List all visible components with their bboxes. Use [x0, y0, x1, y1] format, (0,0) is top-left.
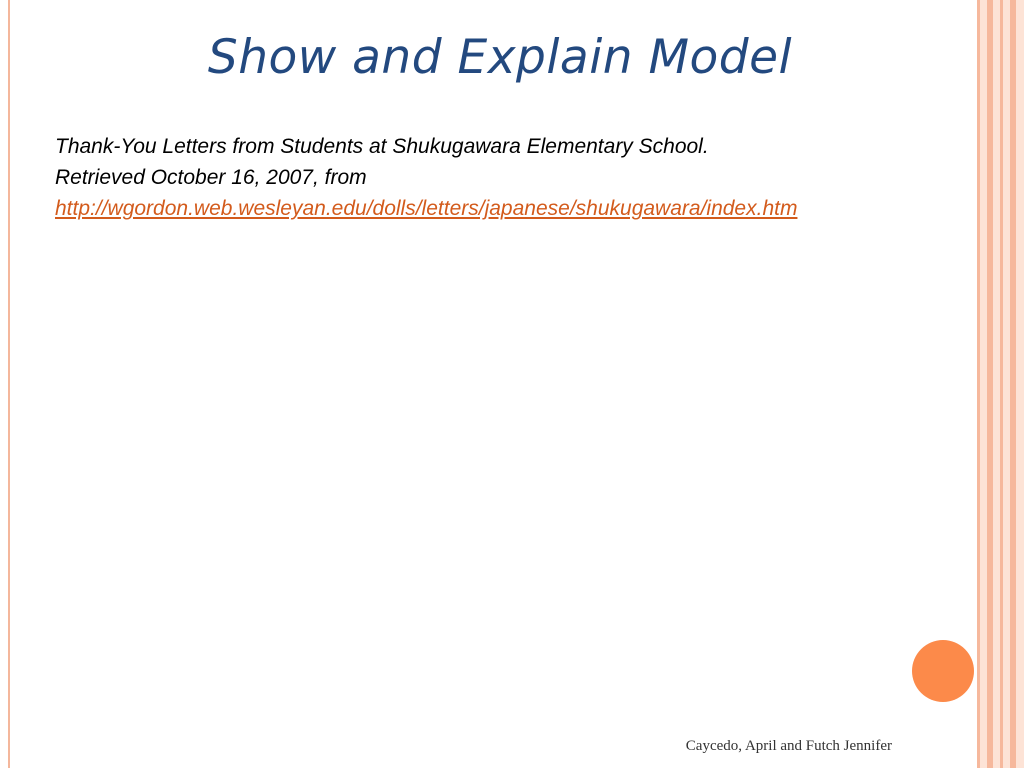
- right-stripe: [977, 0, 980, 768]
- citation-block: [55, 131, 945, 224]
- right-stripe: [987, 0, 993, 768]
- citation-line-1: Thank-You Letters from Students at Shukugawara Elementary School.: [55, 135, 709, 158]
- slide-title: Show and Explain Model: [207, 30, 793, 85]
- right-stripe: [1010, 0, 1016, 768]
- citation-line-2: Retrieved October 16, 2007, from: [55, 166, 367, 189]
- orange-circle-decoration: [912, 640, 974, 702]
- citation-link[interactable]: http://wgordon.web.wesleyan.edu/dolls/letters/japanese/shukugawara/index.htm: [55, 197, 798, 220]
- left-border-line: [8, 0, 10, 768]
- right-stripe: [1000, 0, 1003, 768]
- footer-authors: Caycedo, April and Futch Jennifer: [685, 738, 892, 754]
